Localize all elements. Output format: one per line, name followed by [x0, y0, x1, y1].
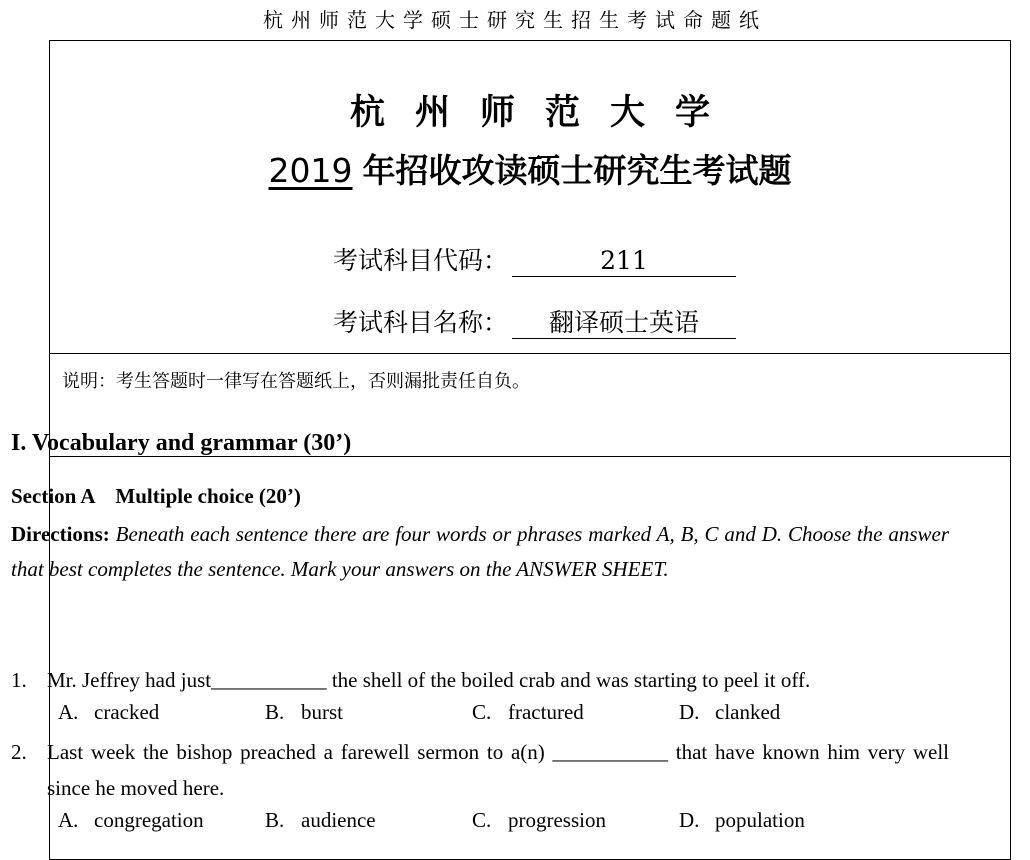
option-a[interactable]	[58, 700, 159, 725]
section-title: Section A Multiple choice (20’)	[11, 484, 301, 508]
option-c[interactable]	[472, 808, 606, 833]
directions-text: Beneath each sentence there are four words or phrases marked A, B, C and D. Choose the answer that best completes the sentence. Mark your answers on the ANSWER SHEET.	[11, 522, 949, 581]
option-letter: B.	[265, 808, 285, 832]
question-1	[11, 662, 949, 698]
option-letter: D.	[679, 808, 700, 832]
subject-name-label: 考试科目名称：	[333, 308, 509, 337]
page-header: 杭州师范大学硕士研究生招生考试命题纸	[263, 8, 767, 32]
question-stem: Mr. Jeffrey had just___________ the shell of the boiled crab and was starting to peel it off.	[47, 668, 811, 692]
subject-code-label: 考试科目代码：	[333, 246, 509, 275]
exam-year: 2019	[268, 151, 353, 190]
option-b[interactable]	[265, 808, 376, 833]
option-text: congregation	[94, 808, 204, 832]
subject-name-row	[333, 303, 736, 339]
option-letter: A.	[58, 700, 79, 724]
option-b[interactable]	[265, 700, 343, 725]
instructions-note: 说明：考生答题时一律写在答题纸上，否则漏批责任自负。	[62, 371, 530, 392]
question-number: 1.	[11, 668, 27, 692]
option-text: audience	[301, 808, 376, 832]
option-letter: C.	[472, 700, 492, 724]
subject-code-row	[333, 241, 736, 277]
option-text: cracked	[94, 700, 160, 724]
option-text: population	[715, 808, 805, 832]
subject-name-value: 翻译硕士英语	[512, 308, 736, 339]
subject-code-value: 211	[512, 246, 736, 277]
question-2	[11, 734, 949, 806]
part-title: I. Vocabulary and grammar (30’)	[11, 430, 352, 456]
option-letter: B.	[265, 700, 285, 724]
title-block	[50, 41, 1010, 354]
option-c[interactable]	[472, 700, 584, 725]
option-text: fractured	[508, 700, 584, 724]
directions	[11, 517, 949, 587]
option-a[interactable]	[58, 808, 204, 833]
option-text: burst	[301, 700, 343, 724]
directions-label: Directions:	[11, 522, 110, 546]
option-d[interactable]	[679, 700, 780, 725]
option-letter: A.	[58, 808, 79, 832]
option-letter: C.	[472, 808, 492, 832]
university-name: 杭州师范大学	[349, 93, 740, 133]
option-letter: D.	[679, 700, 700, 724]
option-d[interactable]	[679, 808, 805, 833]
question-stem: Last week the bishop preached a farewell sermon to a(n) ___________ that have known him very well since he moved here.	[47, 740, 949, 800]
exam-title-text: 年招收攻读硕士研究生考试题	[362, 151, 792, 190]
exam-title	[50, 145, 1010, 192]
option-text: progression	[508, 808, 606, 832]
option-text: clanked	[715, 700, 781, 724]
question-number: 2.	[11, 740, 27, 764]
